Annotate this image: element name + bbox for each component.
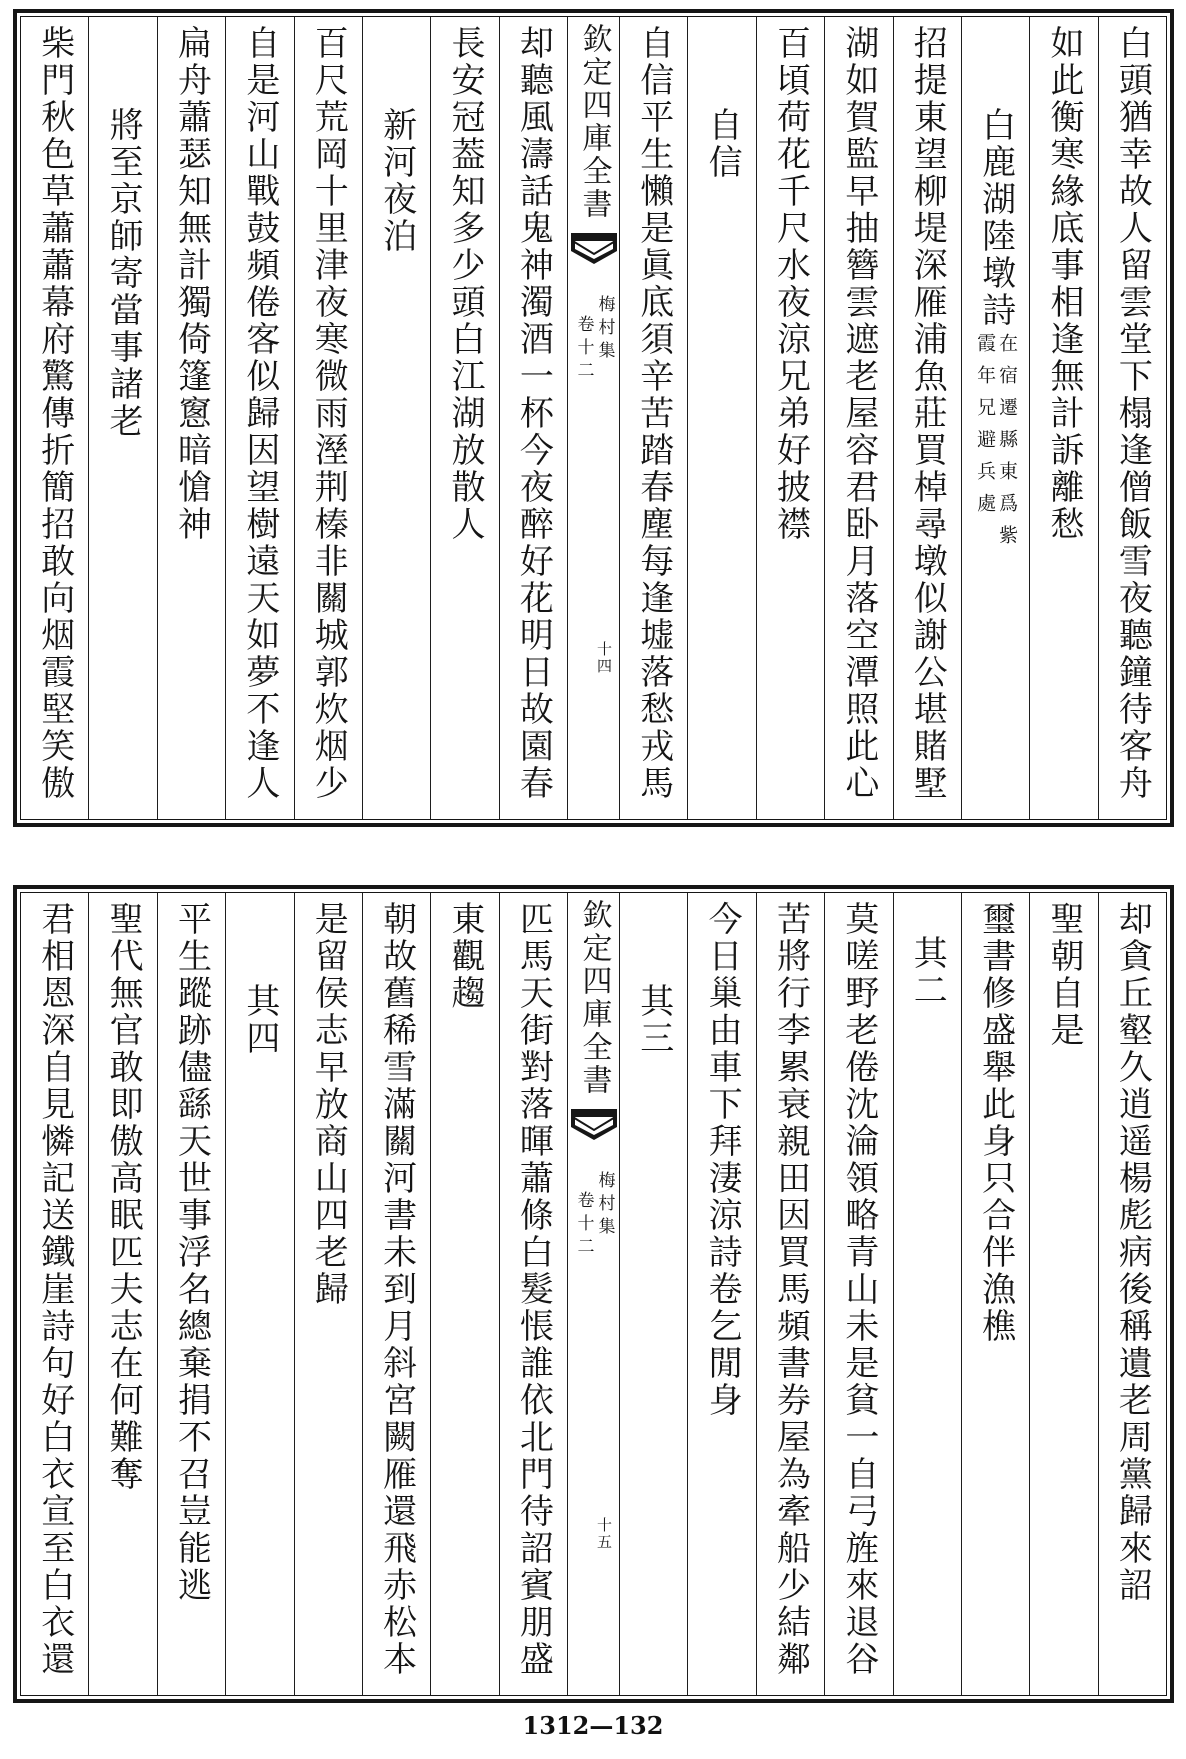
upper-page-panel [13, 9, 1174, 827]
poem-title-column [619, 893, 687, 1695]
poem-title-column [687, 17, 755, 819]
text-column [294, 17, 362, 819]
text-column [756, 893, 824, 1695]
fishtail-ornament [571, 231, 617, 265]
column-text: 平生蹤跡儘繇天世事浮名總棄捐不召豈能逃 [171, 901, 212, 1604]
column-text: 白頭猶幸故人留雲堂下榻逢僧飯雪夜聽鐘待客舟 [1112, 25, 1153, 802]
column-text: 君相恩深自見憐記送鐵崖詩句好白衣宣至白衣還 [34, 901, 75, 1678]
column-text: 却聽風濤話鬼神濁酒一杯今夜醉好花明日故園春 [513, 25, 554, 802]
book-title: 梅村集 [594, 295, 615, 364]
column-text: 柴門秋色草蕭蕭幕府驚傳折簡招敢向烟霞堅笑傲 [34, 25, 75, 802]
volume-number: 卷十二 [573, 1191, 594, 1260]
column-text: 自信平生懶是眞底須辛苦踏春塵每逢墟落愁戎馬 [633, 25, 674, 802]
collection-title: 欽定四庫全書 [576, 23, 612, 221]
column-text: 匹馬天街對落暉蕭條白髮悵誰依北門待詔賓朋盛 [513, 901, 554, 1678]
leaf-number: 十五 [595, 1517, 613, 1551]
poem-title: 自信 [702, 107, 743, 181]
column-text: 是留侯志早放商山四老歸 [308, 901, 349, 1308]
column-text: 莫嗟野老倦沈淪領略青山未是貧一自弓旌來退谷 [838, 901, 879, 1678]
text-column [88, 893, 156, 1695]
book-meta [575, 1171, 613, 1260]
upper-page-columns [20, 16, 1167, 820]
text-column [362, 893, 430, 1695]
text-column [687, 893, 755, 1695]
column-text: 苦將行李累衰親田因買馬頻書券屋為牽船少結鄰 [770, 901, 811, 1678]
poem-title-column [893, 893, 961, 1695]
column-text: 長安冠葢知多少頭白江湖放散人 [444, 25, 485, 543]
collection-title: 欽定四庫全書 [576, 899, 612, 1097]
text-column [21, 17, 88, 819]
text-column [499, 17, 567, 819]
text-column [756, 17, 824, 819]
poem-title: 新河夜泊 [376, 107, 417, 255]
text-column [1098, 893, 1166, 1695]
poem-title-column [362, 17, 430, 819]
column-text: 聖代無官敢即傲高眠匹夫志在何難奪 [103, 901, 144, 1493]
text-column [1098, 17, 1166, 819]
poem-title: 其二 [907, 935, 948, 1009]
text-column [21, 893, 88, 1695]
column-text: 自是河山戰鼓頻倦客似歸因望樹遠天如夢不逢人 [239, 25, 280, 802]
text-column [294, 893, 362, 1695]
column-text: 百頃荷花千尺水夜涼兄弟好披襟 [770, 25, 811, 543]
annotation-line: 在宿遷縣東爲紫 [996, 333, 1019, 557]
book-meta [575, 295, 613, 384]
column-text: 今日巢由車下拜淒涼詩卷乞閒身 [702, 901, 743, 1419]
column-text: 璽書修盛舉此身只合伴漁樵 [975, 901, 1016, 1345]
column-text: 扁舟蕭瑟知無計獨倚篷窻暗愴神 [171, 25, 212, 543]
column-text: 聖朝自是 [1043, 901, 1084, 1049]
column-text: 招提東望柳堤深雁浦魚莊買棹尋墩似謝公堪賭墅 [907, 25, 948, 802]
text-column [961, 893, 1029, 1695]
fishtail-ornament [571, 1107, 617, 1141]
leaf-number: 十四 [595, 641, 613, 675]
text-column [893, 17, 961, 819]
column-text: 却貪丘壑久逍遥楊彪病後稱遺老周黨歸來詔 [1112, 901, 1153, 1604]
volume-number: 卷十二 [573, 315, 594, 384]
text-column [430, 893, 498, 1695]
column-text: 如此衡寒緣底事相逢無計訴離愁 [1043, 25, 1084, 543]
text-column [499, 893, 567, 1695]
text-column [225, 17, 293, 819]
column-text: 朝故舊稀雪滿關河書未到月斜宮闕雁還飛赤松本 [376, 901, 417, 1678]
center-fold [567, 17, 619, 819]
column-text: 湖如賀監早抽簪雲遮老屋容君卧月落空潭照此心 [838, 25, 879, 802]
text-column [824, 893, 892, 1695]
lower-page-panel [13, 885, 1174, 1703]
poem-title: 白鹿湖陸墩詩 [975, 107, 1016, 329]
center-fold [567, 893, 619, 1695]
poem-title: 其四 [239, 983, 280, 1057]
poem-title-column [961, 17, 1029, 819]
text-column [1029, 17, 1097, 819]
book-title: 梅村集 [594, 1171, 615, 1240]
title-annotation [974, 333, 1019, 557]
poem-title-column [88, 17, 156, 819]
poem-title: 其三 [633, 983, 674, 1057]
text-column [430, 17, 498, 819]
text-column [1029, 893, 1097, 1695]
text-column [157, 893, 225, 1695]
page-number: 1312—132 [522, 1711, 664, 1740]
text-column [157, 17, 225, 819]
poem-title-column [225, 893, 293, 1695]
column-text: 百尺荒岡十里津夜寒微雨溼荆榛非關城郭炊烟少 [308, 25, 349, 802]
text-column [619, 17, 687, 819]
annotation-line: 霞年兄避兵處 [974, 333, 997, 525]
column-text: 東觀趨 [444, 901, 485, 1012]
lower-page-columns [20, 892, 1167, 1696]
text-column [824, 17, 892, 819]
poem-title: 將至京師寄當事諸老 [103, 107, 144, 440]
